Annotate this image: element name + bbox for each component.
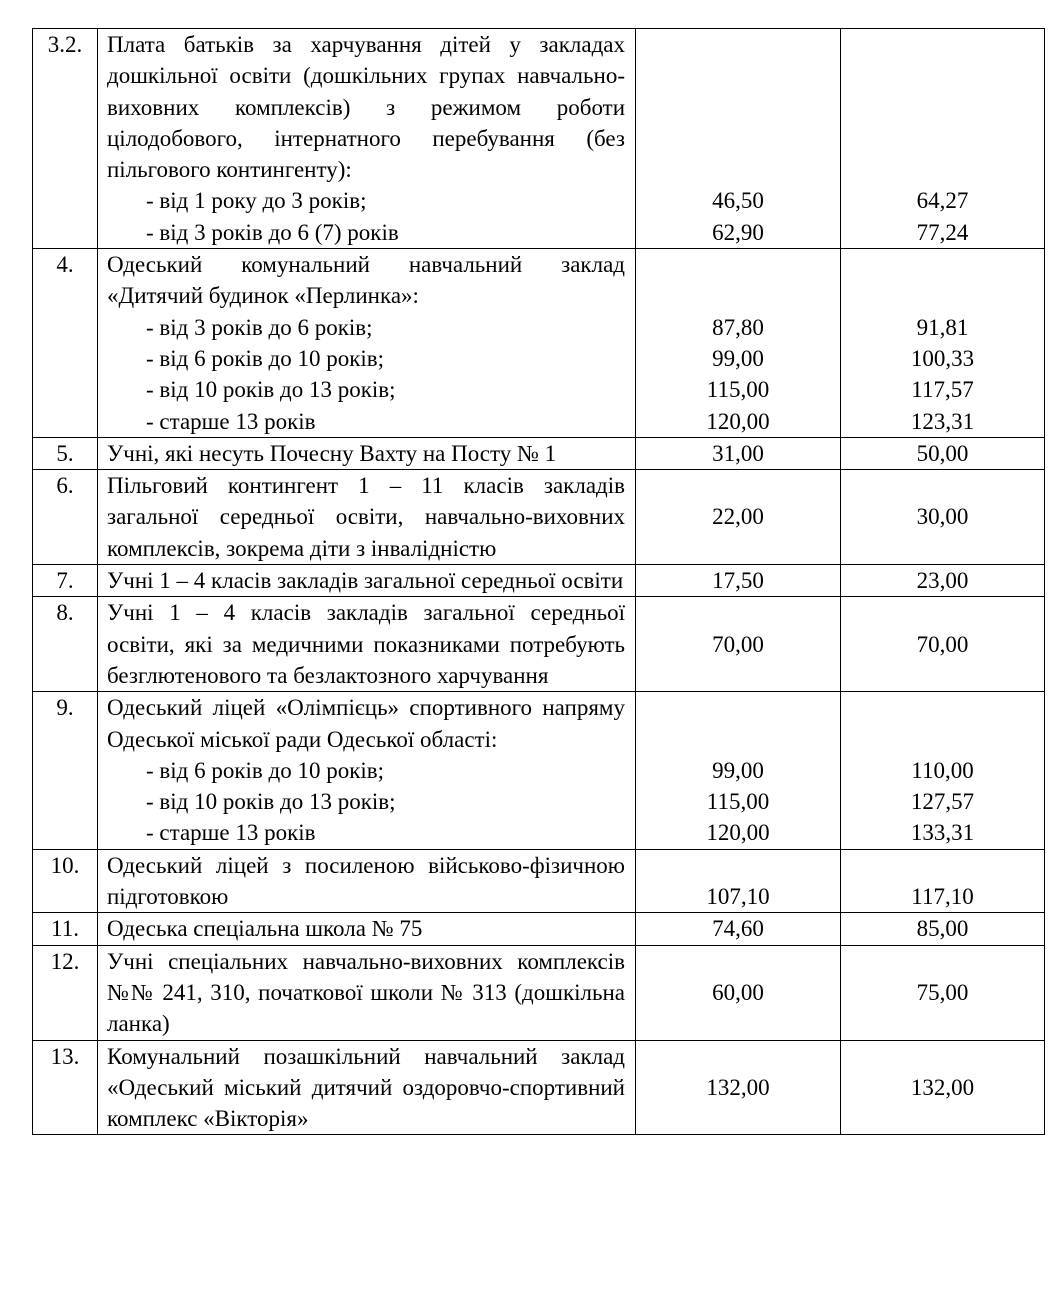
food-cost-table — [32, 28, 1045, 1135]
value-cell: 22,00 — [636, 470, 841, 565]
value-cell: 74,60 — [636, 913, 841, 945]
value-cell: 115,00 — [706, 789, 770, 815]
value-cell: 46,50 — [712, 188, 764, 214]
row-number: 3.2. — [33, 29, 98, 249]
row-description — [98, 249, 636, 438]
row-description — [98, 1040, 636, 1135]
row-number: 6. — [33, 470, 98, 565]
table-row — [33, 565, 1045, 597]
table-row — [33, 597, 1045, 692]
row-description — [98, 597, 636, 692]
value-cell: 62,90 — [712, 219, 764, 245]
value-column-2 — [841, 692, 1045, 849]
description-text: Комунальний позашкільний навчальний заклад «Одеський міський дитячий оздоровчо-спортивний комплекс «Вікторія» — [107, 1043, 625, 1132]
description-text: Учні 1 – 4 класів закладів загальної середньої освіти, які за медичними показниками потребують безглютенового та безлактозного харчування — [107, 600, 625, 688]
value-cell: 85,00 — [841, 913, 1045, 945]
age-group-item: - старше 13 років — [146, 408, 316, 434]
value-cell: 117,57 — [911, 377, 974, 403]
value-cell: 107,10 — [636, 849, 841, 913]
row-number: 4. — [33, 249, 98, 438]
value-column-1 — [636, 29, 841, 249]
value-cell: 64,27 — [916, 188, 969, 214]
row-description — [98, 470, 636, 565]
value-column-1 — [636, 249, 841, 438]
age-group-item: - від 1 року до 3 років; — [146, 188, 367, 214]
value-column-2 — [841, 249, 1045, 438]
table-row — [33, 437, 1045, 469]
description-text: Учні спеціальних навчально-виховних комплексів №№ 241, 310, початкової школи № 313 (дошкільна ланка) — [107, 948, 625, 1037]
value-cell: 132,00 — [636, 1040, 841, 1135]
value-cell: 50,00 — [841, 437, 1045, 469]
description-text: Пільговий контингент 1 – 11 класів закладів загальної середньої освіти, навчально-виховних комплексів, зокрема діти з інвалідністю — [107, 473, 625, 561]
table-row — [33, 1040, 1045, 1135]
row-description — [98, 913, 636, 945]
row-number: 12. — [33, 945, 98, 1040]
value-column-2 — [841, 29, 1045, 249]
value-cell: 87,80 — [712, 314, 764, 340]
value-cell: 120,00 — [706, 408, 770, 434]
value-column-1 — [636, 692, 841, 849]
age-group-item: - старше 13 років — [146, 820, 316, 846]
row-number: 8. — [33, 597, 98, 692]
table-row — [33, 913, 1045, 945]
row-description — [98, 437, 636, 469]
value-cell: 99,00 — [712, 345, 764, 371]
row-description — [98, 692, 636, 849]
value-cell: 60,00 — [636, 945, 841, 1040]
description-text: Учні 1 – 4 класів закладів загальної середньої освіти — [107, 568, 624, 594]
value-cell: 123,31 — [910, 408, 975, 434]
row-number: 10. — [33, 849, 98, 913]
value-cell: 23,00 — [841, 565, 1045, 597]
row-description — [98, 565, 636, 597]
value-cell: 70,00 — [636, 597, 841, 692]
age-group-item: - від 6 років до 10 років; — [146, 757, 385, 783]
value-cell: 70,00 — [841, 597, 1045, 692]
row-number: 11. — [33, 913, 98, 945]
description-text: Одеська спеціальна школа № 75 — [107, 916, 423, 942]
value-cell: 91,81 — [916, 314, 969, 340]
value-cell: 120,00 — [706, 820, 770, 846]
age-group-item: - від 3 років до 6 років; — [146, 314, 373, 340]
age-group-item: - від 3 років до 6 (7) років — [146, 219, 399, 245]
value-cell: 100,33 — [910, 345, 975, 371]
table-row — [33, 849, 1045, 913]
age-group-item: - від 10 років до 13 років; — [146, 789, 396, 815]
description-text: Плата батьків за харчування дітей у закладах дошкільної освіти (дошкільних групах навчально-виховних комплексів) з режимом роботи цілодобового, інтернатного перебування (без пільгового контингенту): — [107, 32, 625, 183]
row-number: 7. — [33, 565, 98, 597]
description-text: Одеський ліцей з посиленою військово-фізичною підготовкою — [107, 852, 625, 910]
row-description — [98, 945, 636, 1040]
description-text: Учні, які несуть Почесну Вахту на Посту № 1 — [107, 440, 557, 466]
value-cell: 110,00 — [911, 757, 974, 783]
row-description — [98, 29, 636, 249]
row-number: 5. — [33, 437, 98, 469]
description-text: Одеський комунальний навчальний заклад «Дитячий будинок «Перлинка»: — [107, 252, 625, 309]
row-number: 9. — [33, 692, 98, 849]
value-cell: 30,00 — [841, 470, 1045, 565]
age-group-item: - від 6 років до 10 років; — [146, 345, 385, 371]
value-cell: 31,00 — [636, 437, 841, 469]
value-cell: 117,10 — [841, 849, 1045, 913]
row-number: 13. — [33, 1040, 98, 1135]
value-cell: 132,00 — [841, 1040, 1045, 1135]
table-row — [33, 945, 1045, 1040]
value-cell: 115,00 — [706, 377, 770, 403]
value-cell: 17,50 — [636, 565, 841, 597]
value-cell: 127,57 — [910, 789, 975, 815]
table-row — [33, 470, 1045, 565]
table-row — [33, 29, 1045, 249]
value-cell: 77,24 — [916, 219, 969, 245]
value-cell: 75,00 — [841, 945, 1045, 1040]
row-description — [98, 849, 636, 913]
table-row — [33, 249, 1045, 438]
description-text: Одеський ліцей «Олімпієць» спортивного напряму Одеської міської ради Одеської області: — [107, 695, 625, 752]
age-group-item: - від 10 років до 13 років; — [146, 377, 396, 403]
value-cell: 133,31 — [910, 820, 975, 846]
table-row — [33, 692, 1045, 849]
value-cell: 99,00 — [712, 757, 764, 783]
